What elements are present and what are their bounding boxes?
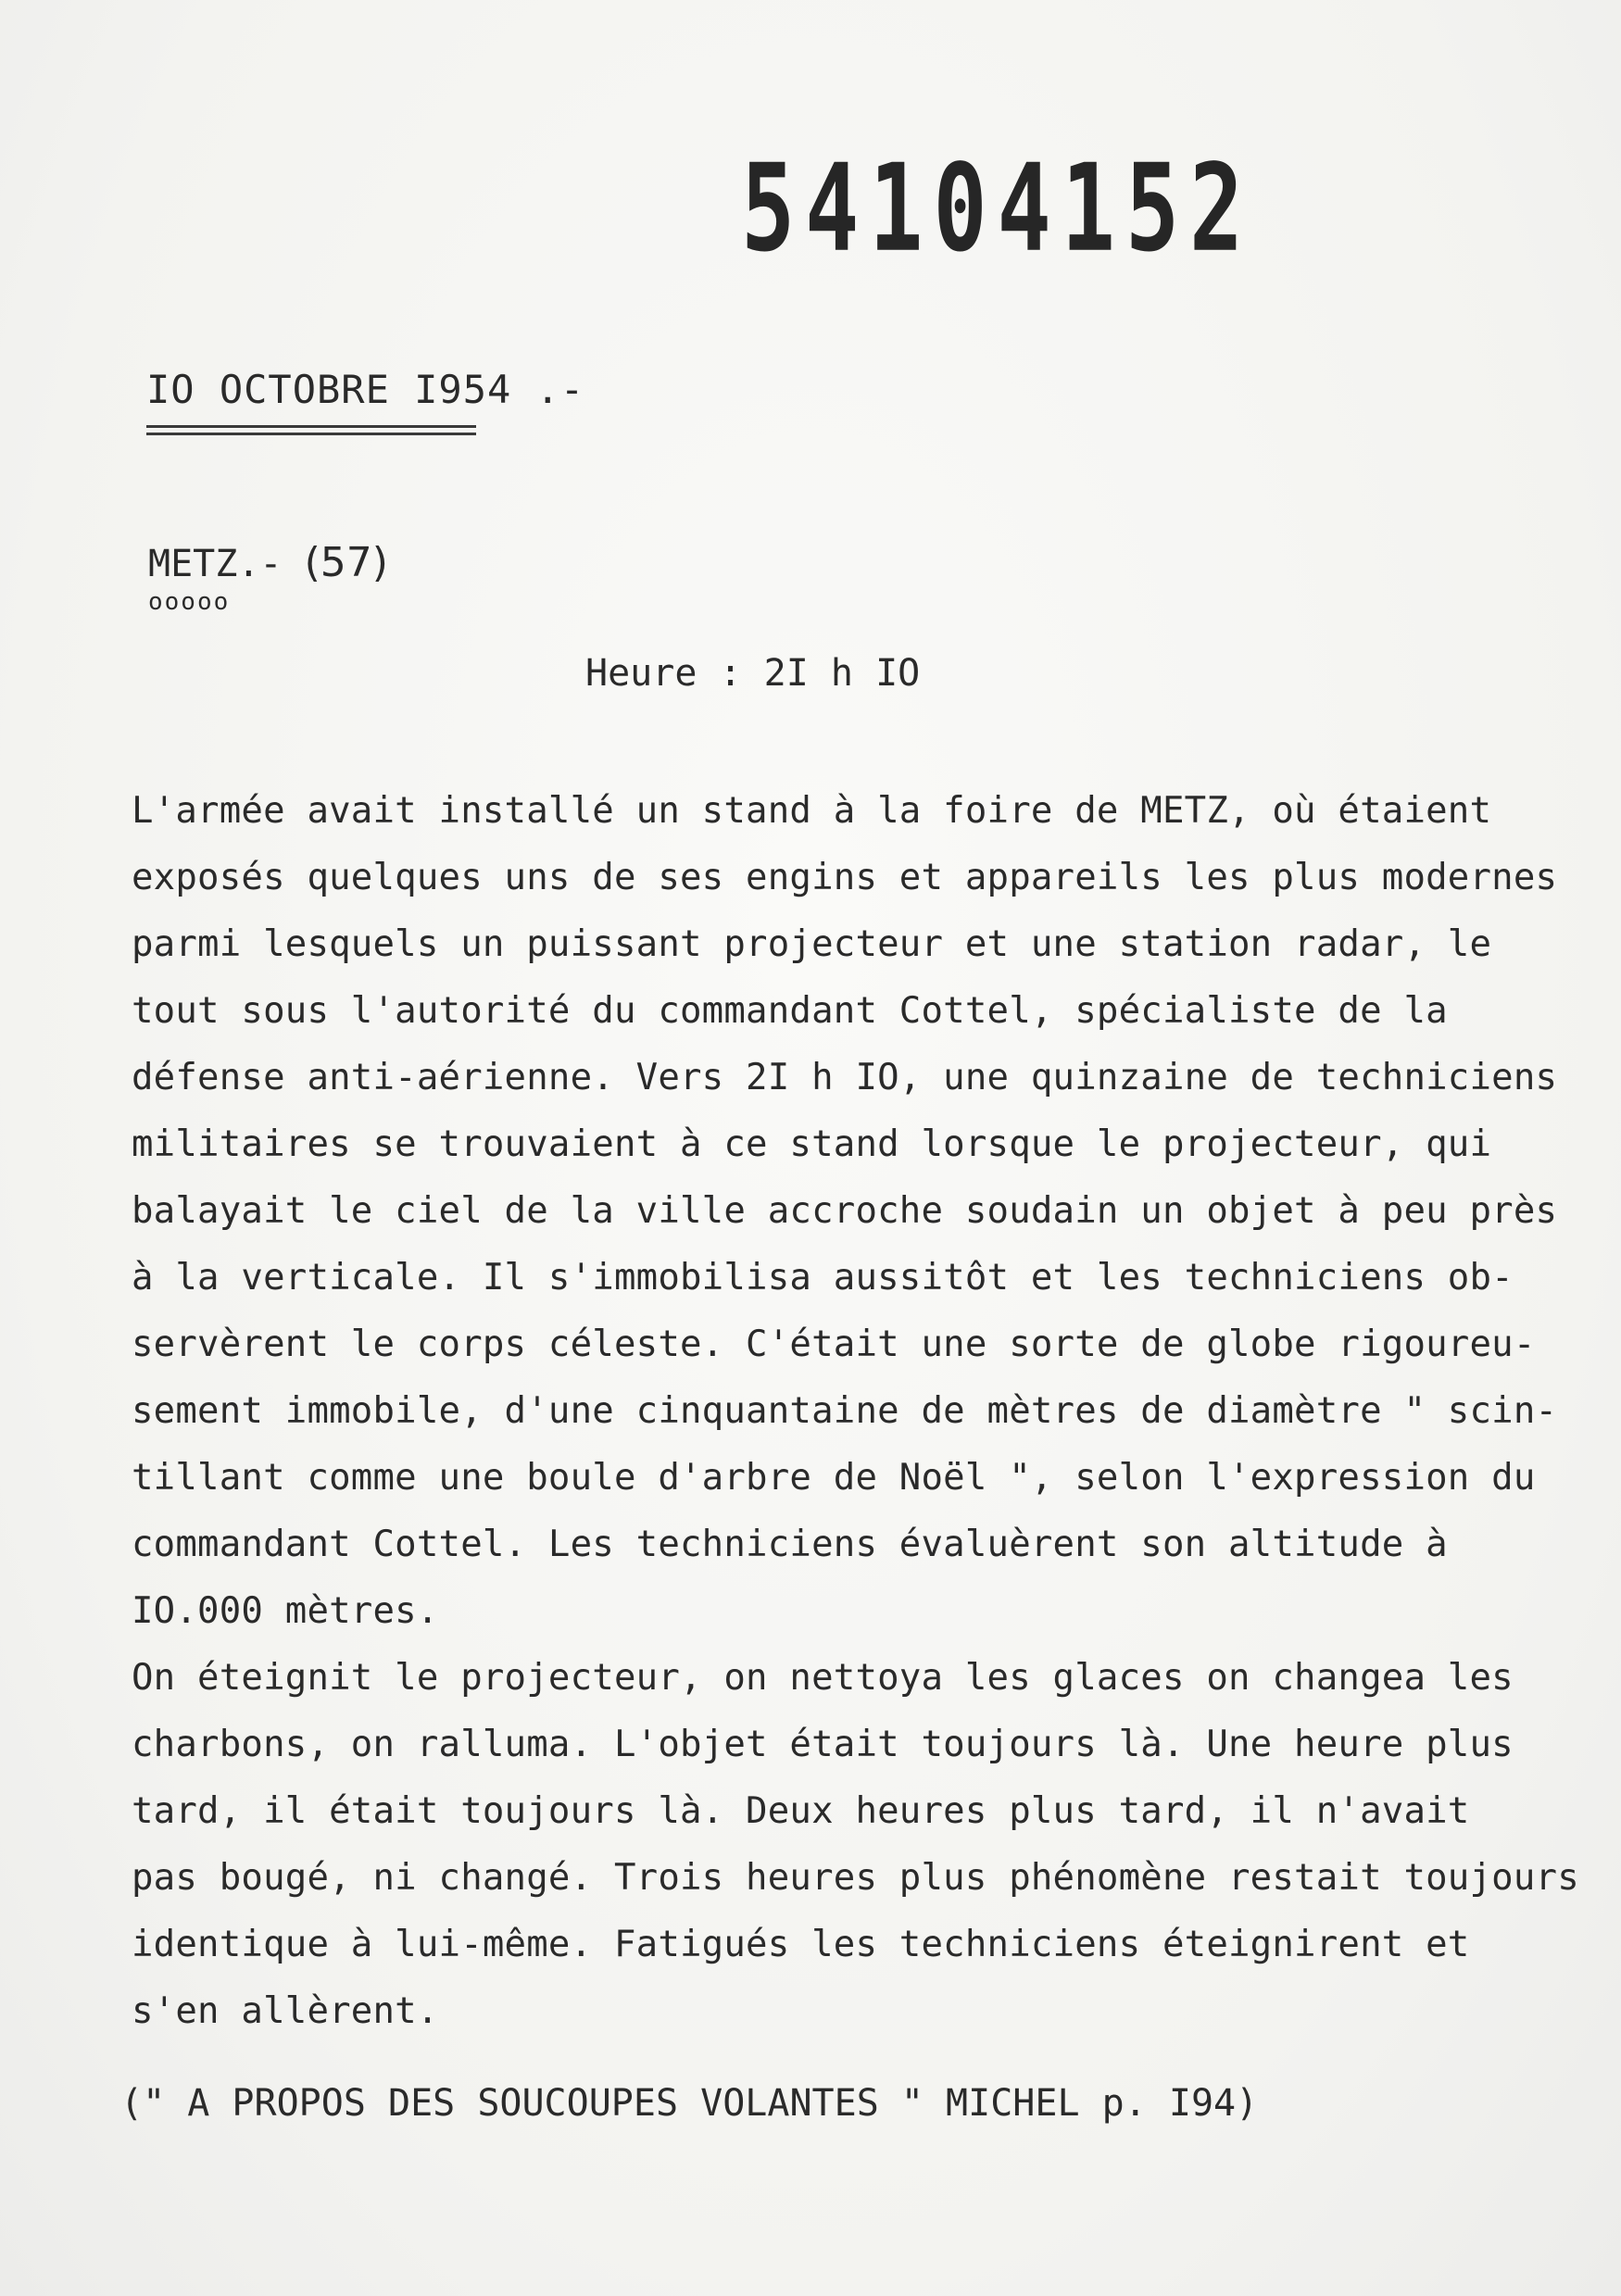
body-line: tard, il était toujours là. Deux heures plus tard, il n'avait (132, 1790, 1470, 1832)
date-heading (146, 367, 584, 435)
body-line: exposés quelques uns de ses engins et appareils les plus modernes (132, 857, 1558, 898)
body-line: défense anti-aérienne. Vers 2I h IO, une quinzaine de techniciens (132, 1057, 1558, 1098)
place-line (148, 539, 388, 586)
body-line: s'en allèrent. (132, 1990, 439, 2032)
body-line: militaires se trouvaient à ce stand lorsque le projecteur, qui (132, 1123, 1492, 1165)
body-line: servèrent le corps céleste. C'était une sorte de globe rigoureu- (132, 1324, 1536, 1365)
place-circle-underline: ooooo (148, 588, 231, 616)
body-text (132, 778, 1577, 2045)
body-line: commandant Cottel. Les techniciens évaluèrent son altitude à (132, 1524, 1448, 1565)
source-citation: (" A PROPOS DES SOUCOUPES VOLANTES " MICHEL p. I94) (120, 2082, 1259, 2125)
place-department: (57) (304, 539, 388, 586)
body-line: sement immobile, d'une cinquantaine de mètres de diamètre " scin- (132, 1390, 1558, 1432)
body-line: L'armée avait installé un stand à la foire de METZ, où étaient (132, 790, 1492, 832)
body-line: identique à lui-même. Fatigués les techniciens éteignirent et (132, 1924, 1470, 1965)
body-line: tout sous l'autorité du commandant Cottel, spécialiste de la (132, 990, 1448, 1032)
body-line: parmi lesquels un puissant projecteur et une station radar, le (132, 923, 1492, 965)
body-line: à la verticale. Il s'immobilisa aussitôt et les techniciens ob- (132, 1257, 1514, 1299)
body-line: balayait le ciel de la ville accroche soudain un objet à peu près (132, 1190, 1558, 1232)
body-line: IO.000 mètres. (132, 1590, 439, 1632)
time-line: Heure : 2I h IO (585, 652, 921, 695)
body-line: tillant comme une boule d'arbre de Noël ", selon l'expression du (132, 1457, 1536, 1499)
body-line: charbons, on ralluma. L'objet était toujours là. Une heure plus (132, 1724, 1514, 1765)
body-line: On éteignit le projecteur, on nettoya les glaces on changea les (132, 1657, 1514, 1699)
place-heading (148, 539, 388, 616)
body-line: pas bougé, ni changé. Trois heures plus phénomène restait toujours (132, 1857, 1579, 1899)
place-city: METZ.- (148, 543, 283, 585)
date-double-underline (146, 425, 476, 435)
date-text: IO OCTOBRE I954 .- (146, 367, 585, 412)
document-number: 54104152 (741, 139, 1254, 280)
